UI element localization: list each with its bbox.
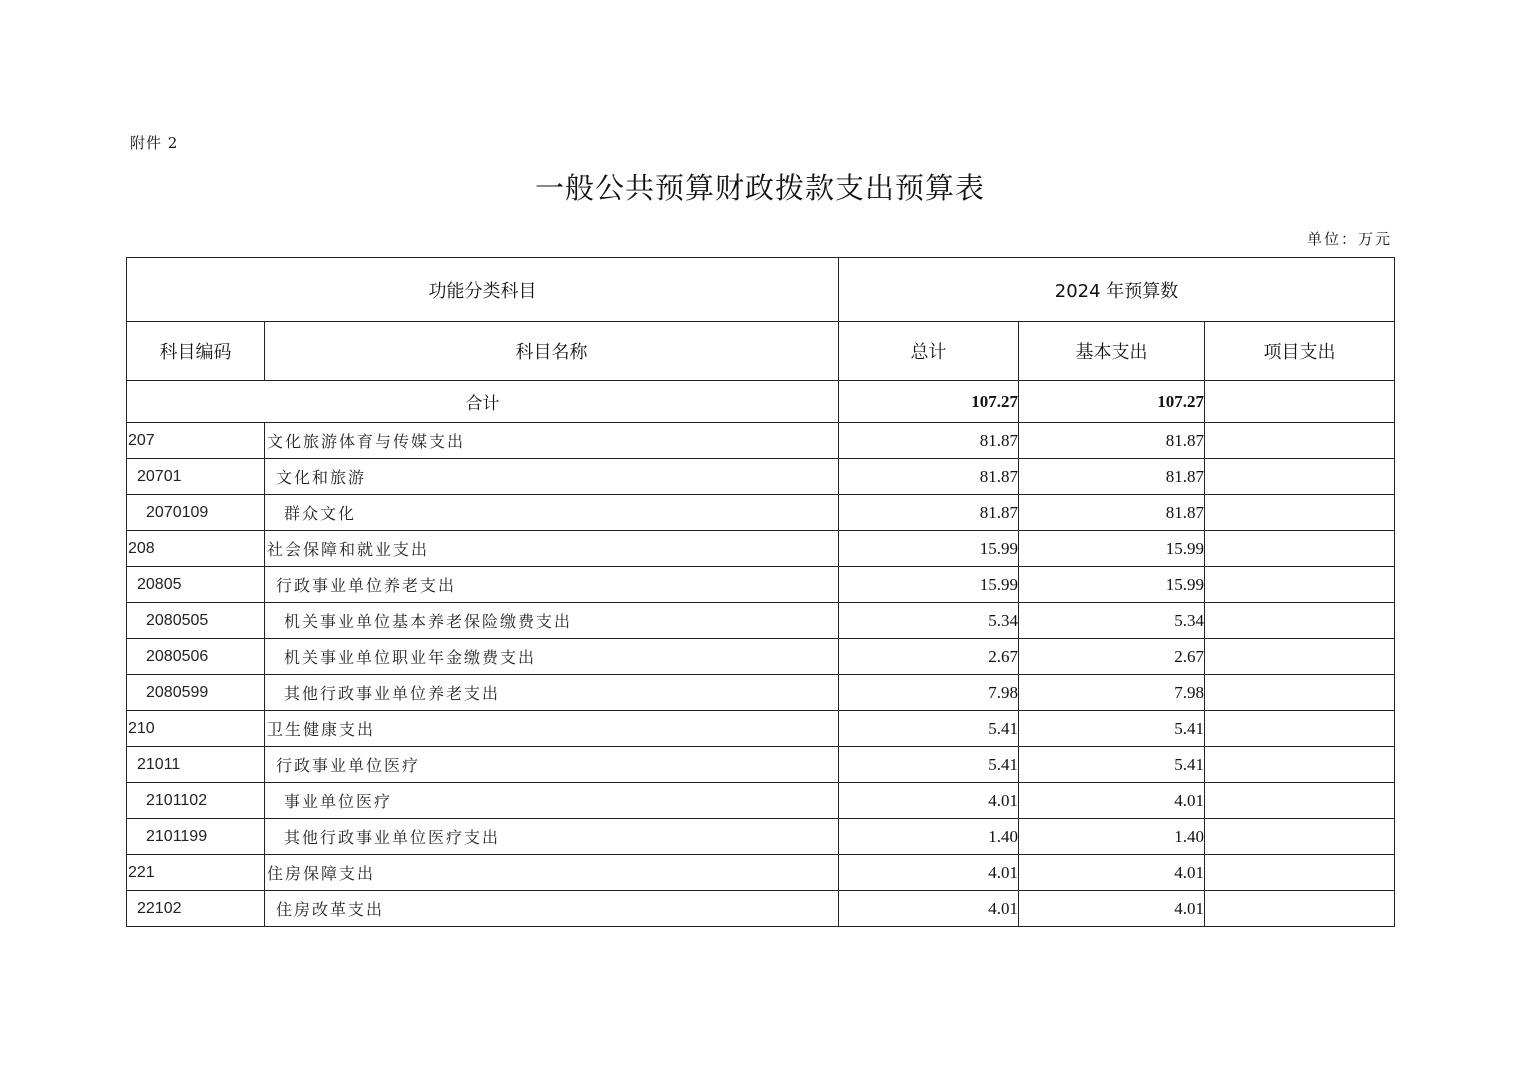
name-cell: 住房保障支出 bbox=[265, 855, 839, 891]
budget-table bbox=[126, 257, 1395, 927]
basic-cell: 5.41 bbox=[1019, 747, 1205, 783]
total-cell: 2.67 bbox=[839, 639, 1019, 675]
basic-cell: 81.87 bbox=[1019, 423, 1205, 459]
total-cell: 81.87 bbox=[839, 423, 1019, 459]
name-cell: 住房改革支出 bbox=[265, 891, 839, 927]
code-cell: 208 bbox=[127, 531, 265, 567]
total-cell: 81.87 bbox=[839, 459, 1019, 495]
project-cell bbox=[1205, 711, 1395, 747]
code-cell: 22102 bbox=[127, 891, 265, 927]
project-cell bbox=[1205, 783, 1395, 819]
name-cell: 群众文化 bbox=[265, 495, 839, 531]
attachment-label: 附件 2 bbox=[130, 134, 179, 152]
total-basic-cell: 107.27 bbox=[1019, 381, 1205, 423]
unit-label: 单位：万元 bbox=[1306, 230, 1392, 248]
name-cell: 卫生健康支出 bbox=[265, 711, 839, 747]
code-cell: 2080505 bbox=[127, 603, 265, 639]
table-row bbox=[127, 783, 1395, 819]
total-cell: 1.40 bbox=[839, 819, 1019, 855]
total-cell: 5.41 bbox=[839, 711, 1019, 747]
name-cell: 机关事业单位职业年金缴费支出 bbox=[265, 639, 839, 675]
name-cell: 文化旅游体育与传媒支出 bbox=[265, 423, 839, 459]
project-cell bbox=[1205, 819, 1395, 855]
table-row bbox=[127, 495, 1395, 531]
basic-cell: 4.01 bbox=[1019, 891, 1205, 927]
header-functional-classification: 功能分类科目 bbox=[127, 258, 839, 322]
header-group-row bbox=[127, 258, 1395, 322]
code-cell: 2101199 bbox=[127, 819, 265, 855]
code-cell: 20701 bbox=[127, 459, 265, 495]
total-cell: 5.34 bbox=[839, 603, 1019, 639]
total-cell: 15.99 bbox=[839, 531, 1019, 567]
code-cell: 20805 bbox=[127, 567, 265, 603]
table-row bbox=[127, 459, 1395, 495]
total-cell: 15.99 bbox=[839, 567, 1019, 603]
header-total: 总计 bbox=[839, 322, 1019, 381]
project-cell bbox=[1205, 891, 1395, 927]
table-row bbox=[127, 639, 1395, 675]
header-basic: 基本支出 bbox=[1019, 322, 1205, 381]
project-cell bbox=[1205, 459, 1395, 495]
code-cell: 2080599 bbox=[127, 675, 265, 711]
total-cell: 4.01 bbox=[839, 891, 1019, 927]
name-cell: 行政事业单位医疗 bbox=[265, 747, 839, 783]
basic-cell: 81.87 bbox=[1019, 459, 1205, 495]
total-cell: 5.41 bbox=[839, 747, 1019, 783]
basic-cell: 15.99 bbox=[1019, 567, 1205, 603]
table-row bbox=[127, 567, 1395, 603]
table-row bbox=[127, 603, 1395, 639]
code-cell: 221 bbox=[127, 855, 265, 891]
project-cell bbox=[1205, 567, 1395, 603]
header-code: 科目编码 bbox=[127, 322, 265, 381]
total-project-cell bbox=[1205, 381, 1395, 423]
page-title: 一般公共预算财政拨款支出预算表 bbox=[534, 171, 985, 205]
total-cell: 4.01 bbox=[839, 855, 1019, 891]
table-row bbox=[127, 747, 1395, 783]
project-cell bbox=[1205, 603, 1395, 639]
header-budget-year: 2024 年预算数 bbox=[839, 258, 1395, 322]
project-cell bbox=[1205, 423, 1395, 459]
code-cell: 2070109 bbox=[127, 495, 265, 531]
total-total-cell: 107.27 bbox=[839, 381, 1019, 423]
header-name: 科目名称 bbox=[265, 322, 839, 381]
name-cell: 事业单位医疗 bbox=[265, 783, 839, 819]
code-cell: 2101102 bbox=[127, 783, 265, 819]
header-project: 项目支出 bbox=[1205, 322, 1395, 381]
total-cell: 81.87 bbox=[839, 495, 1019, 531]
basic-cell: 4.01 bbox=[1019, 783, 1205, 819]
project-cell bbox=[1205, 531, 1395, 567]
project-cell bbox=[1205, 855, 1395, 891]
total-label: 合计 bbox=[127, 381, 839, 423]
basic-cell: 81.87 bbox=[1019, 495, 1205, 531]
code-cell: 210 bbox=[127, 711, 265, 747]
project-cell bbox=[1205, 639, 1395, 675]
basic-cell: 7.98 bbox=[1019, 675, 1205, 711]
project-cell bbox=[1205, 675, 1395, 711]
basic-cell: 5.41 bbox=[1019, 711, 1205, 747]
code-cell: 2080506 bbox=[127, 639, 265, 675]
name-cell: 其他行政事业单位养老支出 bbox=[265, 675, 839, 711]
table-row bbox=[127, 531, 1395, 567]
name-cell: 社会保障和就业支出 bbox=[265, 531, 839, 567]
basic-cell: 15.99 bbox=[1019, 531, 1205, 567]
total-row bbox=[127, 381, 1395, 423]
basic-cell: 1.40 bbox=[1019, 819, 1205, 855]
table-row bbox=[127, 819, 1395, 855]
name-cell: 机关事业单位基本养老保险缴费支出 bbox=[265, 603, 839, 639]
code-cell: 21011 bbox=[127, 747, 265, 783]
project-cell bbox=[1205, 747, 1395, 783]
table-row bbox=[127, 855, 1395, 891]
table-row bbox=[127, 675, 1395, 711]
header-column-row bbox=[127, 322, 1395, 381]
table-row bbox=[127, 423, 1395, 459]
name-cell: 行政事业单位养老支出 bbox=[265, 567, 839, 603]
total-cell: 7.98 bbox=[839, 675, 1019, 711]
name-cell: 其他行政事业单位医疗支出 bbox=[265, 819, 839, 855]
total-cell: 4.01 bbox=[839, 783, 1019, 819]
table-row bbox=[127, 891, 1395, 927]
table-body bbox=[127, 381, 1395, 927]
project-cell bbox=[1205, 495, 1395, 531]
basic-cell: 4.01 bbox=[1019, 855, 1205, 891]
code-cell: 207 bbox=[127, 423, 265, 459]
basic-cell: 5.34 bbox=[1019, 603, 1205, 639]
table-row bbox=[127, 711, 1395, 747]
name-cell: 文化和旅游 bbox=[265, 459, 839, 495]
basic-cell: 2.67 bbox=[1019, 639, 1205, 675]
